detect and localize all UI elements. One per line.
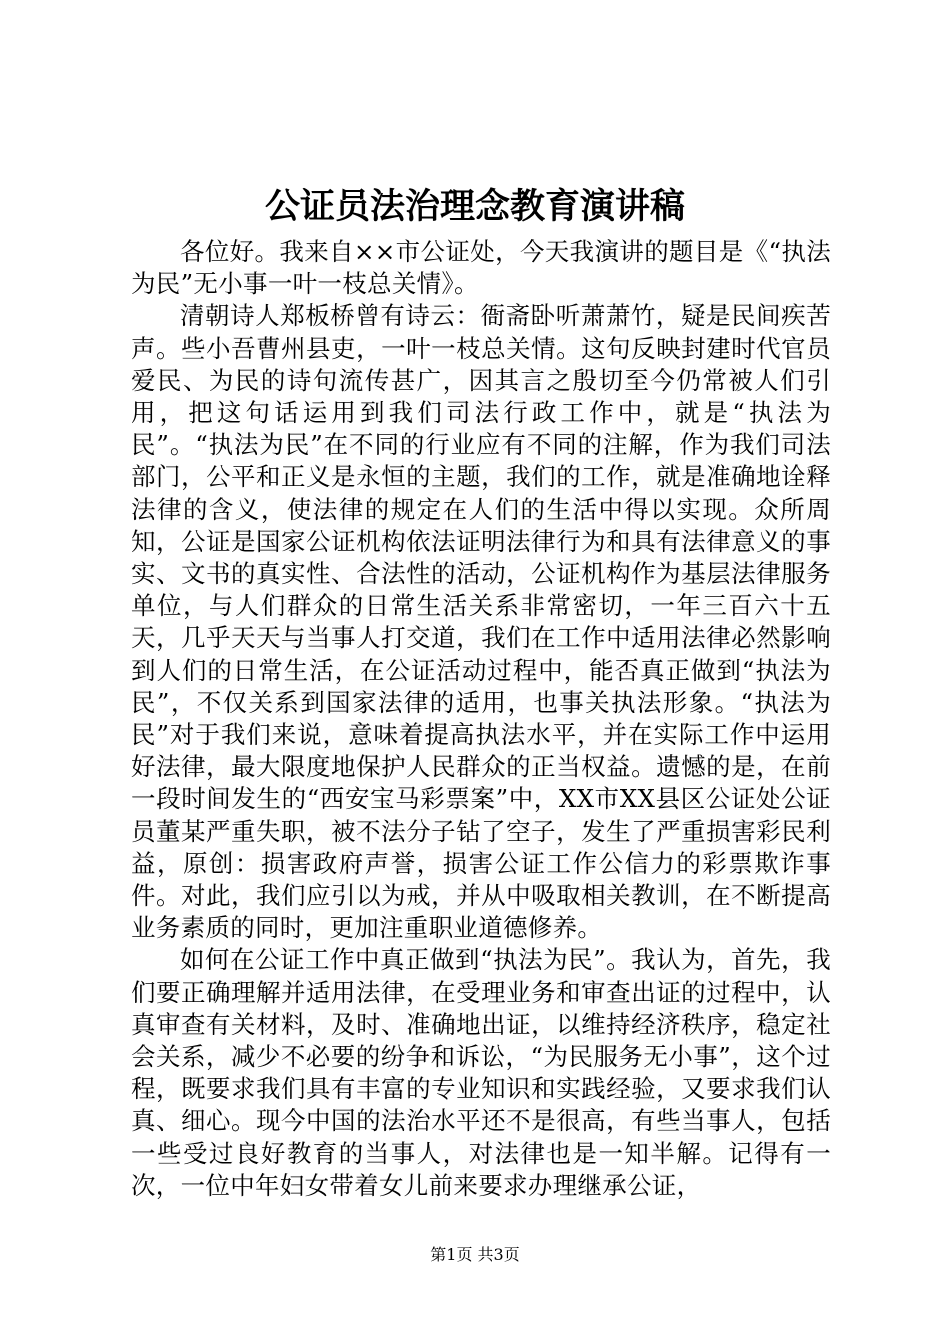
page-footer: 第1页 共3页: [430, 1245, 520, 1264]
document-title: 公证员法治理念教育演讲稿: [264, 186, 685, 227]
document-body: [131, 236, 831, 1202]
paragraph-how-to: 如何在公证工作中真正做到“执法为民”。我认为，首先，我们要正确理解并适用法律，在受理业务和审查出证的过程中，认真审查有关材料，及时、准确地出证，以维持经济秩序，稳定社会关系，减少不必要的纷争和诉讼，“为民服务无小事”，这个过程，既要求我们具有丰富的专业知识和实践经验，又要求我们认真、细心。现今中国的法治水平还不是很高，有些当事人，包括一些受过良好教育的当事人，对法律也是一知半解。记得有一次，一位中年妇女带着女儿前来要求办理继承公证，: [131, 945, 831, 1200]
paragraph-greeting: 各位好。我来自××市公证处，今天我演讲的题目是《“执法为民”无小事一叶一枝总关情》。: [131, 237, 831, 299]
paragraph-poem-context: 清朝诗人郑板桥曾有诗云：衙斋卧听萧萧竹，疑是民间疾苦声。些小吾曹州县吏，一叶一枝总关情。这句反映封建时代官员爱民、为民的诗句流传甚广，因其言之殷切至今仍常被人们引用，把这句话运用到我们司法行政工作中，就是“执法为民”。“执法为民”在不同的行业应有不同的注解，作为我们司法部门，公平和正义是永恒的主题，我们的工作，就是准确地诠释法律的含义，使法律的规定在人们的生活中得以实现。众所周知，公证是国家公证机构依法证明法律行为和具有法律意义的事实、文书的真实性、合法性的活动，公证机构作为基层法律服务单位，与人们群众的日常生活关系非常密切，一年三百六十五天，几乎天天与当事人打交道，我们在工作中适用法律必然影响到人们的日常生活，在公证活动过程中，能否真正做到“执法为民”，不仅关系到国家法律的适用，也事关执法形象。“执法为民”对于我们来说，意味着提高执法水平，并在实际工作中运用好法律，最大限度地保护人民群众的正当权益。遗憾的是，在前一段时间发生的“西安宝马彩票案”中，XX市XX县区公证处公证员董某严重失职，被不法分子钻了空子，发生了严重损害彩民利益，原创：损害政府声誉，损害公证工作公信力的彩票欺诈事件。对此，我们应引以为戒，并从中吸取相关教训，在不断提高业务素质的同时，更加注重职业道德修养。: [131, 301, 832, 943]
